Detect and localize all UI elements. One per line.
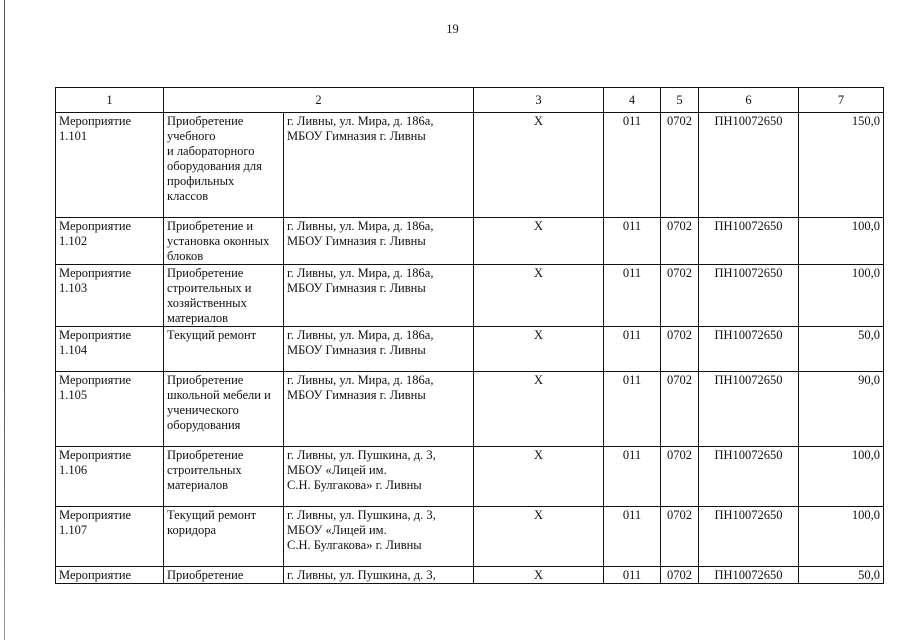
column-header-6: 6 [699,88,799,113]
target-code-cell: ПН10072650 [699,567,799,584]
section-cell: 0702 [661,327,699,372]
code-cell: 011 [604,218,661,265]
section-cell: 0702 [661,113,699,218]
code-cell: 011 [604,567,661,584]
target-code-cell: ПН10072650 [699,113,799,218]
section-cell: 0702 [661,265,699,327]
table-row [56,265,884,327]
activity-cell: Мероприятие 1.104 [56,327,164,372]
table-row [56,507,884,567]
table-row [56,567,884,584]
description-cell: Приобретение учебного и лабораторного оборудования для профильных классов [164,113,284,218]
amount-cell: 50,0 [799,567,884,584]
activity-cell: Мероприятие 1.102 [56,218,164,265]
table-body [56,113,884,584]
table-row [56,327,884,372]
column-header-4: 4 [604,88,661,113]
code-cell: 011 [604,372,661,447]
section-cell: 0702 [661,447,699,507]
section-cell: 0702 [661,567,699,584]
activity-cell: Мероприятие 1.105 [56,372,164,447]
code-cell: 011 [604,327,661,372]
section-cell: 0702 [661,218,699,265]
description-cell: Приобретение и установка оконных блоков [164,218,284,265]
target-code-cell: ПН10072650 [699,447,799,507]
amount-cell: 100,0 [799,447,884,507]
target-code-cell: ПН10072650 [699,327,799,372]
marker-cell: X [474,567,604,584]
activity-cell: Мероприятие 1.106 [56,447,164,507]
marker-cell: X [474,113,604,218]
address-cell: г. Ливны, ул. Пушкина, д. 3, МБОУ «Лицей им. С.Н. Булгакова» г. Ливны [284,447,474,507]
address-cell: г. Ливны, ул. Мира, д. 186а, МБОУ Гимназия г. Ливны [284,218,474,265]
amount-cell: 100,0 [799,265,884,327]
target-code-cell: ПН10072650 [699,218,799,265]
address-cell: г. Ливны, ул. Мира, д. 186а, МБОУ Гимназия г. Ливны [284,265,474,327]
address-cell: г. Ливны, ул. Мира, д. 186а, МБОУ Гимназия г. Ливны [284,372,474,447]
description-cell: Текущий ремонт коридора [164,507,284,567]
description-cell: Приобретение строительных и хозяйственных материалов [164,265,284,327]
description-cell: Приобретение школьной мебели и ученического оборудования [164,372,284,447]
description-cell: Текущий ремонт [164,327,284,372]
table-row [56,218,884,265]
column-header-1: 1 [56,88,164,113]
amount-cell: 100,0 [799,218,884,265]
code-cell: 011 [604,447,661,507]
address-cell: г. Ливны, ул. Пушкина, д. 3, [284,567,474,584]
target-code-cell: ПН10072650 [699,507,799,567]
amount-cell: 150,0 [799,113,884,218]
marker-cell: X [474,447,604,507]
amount-cell: 50,0 [799,327,884,372]
table-row [56,447,884,507]
table-row [56,372,884,447]
address-cell: г. Ливны, ул. Пушкина, д. 3, МБОУ «Лицей им. С.Н. Булгакова» г. Ливны [284,507,474,567]
budget-table [55,87,884,584]
code-cell: 011 [604,113,661,218]
description-cell: Приобретение [164,567,284,584]
activity-cell: Мероприятие 1.101 [56,113,164,218]
description-cell: Приобретение строительных материалов [164,447,284,507]
marker-cell: X [474,265,604,327]
marker-cell: X [474,507,604,567]
activity-cell: Мероприятие 1.103 [56,265,164,327]
address-cell: г. Ливны, ул. Мира, д. 186а, МБОУ Гимназия г. Ливны [284,113,474,218]
column-header-5: 5 [661,88,699,113]
page-number: 19 [446,22,459,36]
activity-cell: Мероприятие [56,567,164,584]
target-code-cell: ПН10072650 [699,372,799,447]
section-cell: 0702 [661,372,699,447]
amount-cell: 100,0 [799,507,884,567]
column-header-3: 3 [474,88,604,113]
table-header-row [56,88,884,113]
scan-edge-line [4,0,5,640]
target-code-cell: ПН10072650 [699,265,799,327]
marker-cell: X [474,372,604,447]
marker-cell: X [474,218,604,265]
code-cell: 011 [604,507,661,567]
column-header-7: 7 [799,88,884,113]
activity-cell: Мероприятие 1.107 [56,507,164,567]
table-row [56,113,884,218]
code-cell: 011 [604,265,661,327]
marker-cell: X [474,327,604,372]
amount-cell: 90,0 [799,372,884,447]
section-cell: 0702 [661,507,699,567]
column-header-2: 2 [164,88,474,113]
address-cell: г. Ливны, ул. Мира, д. 186а, МБОУ Гимназия г. Ливны [284,327,474,372]
